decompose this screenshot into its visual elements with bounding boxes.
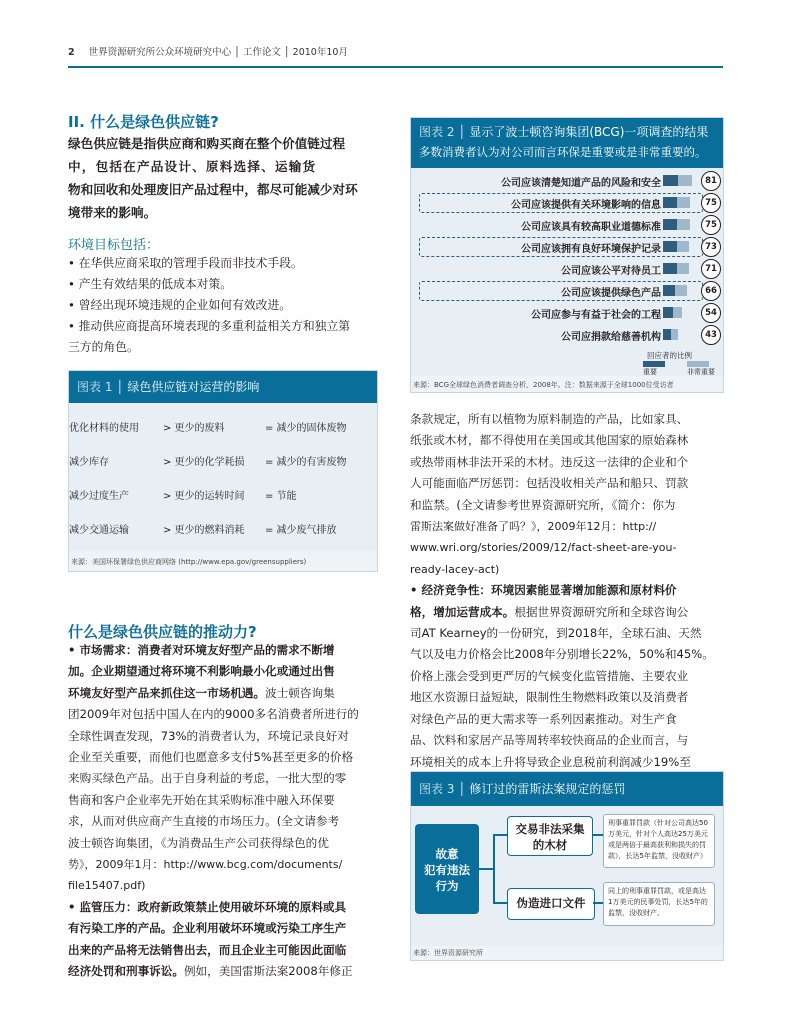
body-text: 环境相关的成本上升将导致企业息税前利润减少19%至 [410,754,691,769]
text-line [68,875,359,896]
impact-result: = 减少的有害废物 [265,457,347,468]
text-line [410,430,714,451]
text-line [68,854,359,875]
bar-category-label: 公司应该具有较高职业道德标准 [521,222,661,233]
body-text: 人可能面临严厉惩罚：包括没收相关产品和船只、罚款 [410,476,689,491]
bar-total-label: 66 [701,281,721,301]
box-line: 故意 [435,847,459,861]
figure-1-body [69,403,377,551]
bar-important [663,241,677,252]
impact-result: = 减少废气排放 [265,525,337,536]
impact-effect: > 更少的运转时间 [163,491,245,502]
text-line [410,473,714,494]
bar-very-important [673,307,682,318]
figure-2 [410,117,724,393]
box-line: 交易非法采集 [515,822,585,836]
body-text: ready-lacey-act) [410,562,500,576]
running-header [68,44,348,58]
felony-penalty-box: 刑事重罪罚款（针对公司高达50万美元，针对个人高达25万美元或是两倍于最高获利和损失的罚款），长达5年监禁，没收财产） [603,814,715,868]
impact-row [69,521,375,541]
bar-very-important [677,241,690,252]
impact-practice: 减少过度生产 [69,491,129,502]
figure-title: 绿色供应链对运营的影响 [127,380,260,394]
bar-category-label: 公司应该清楚知道产品的风险和安全 [501,178,661,189]
bar-very-important [677,197,690,208]
bar-very-important [678,175,692,186]
intro-line: 境带来的影响。 [68,205,157,220]
bold-text: • 经济竞争性：环境因素能显著增加能源和原材料价 [410,583,677,598]
page-number: 2 [68,47,75,58]
intro-line: 中，包括在产品设计、原料选择、运输货 [68,159,317,174]
bar-important [663,263,677,274]
drivers-title: 什么是绿色供应链的推动力? [68,623,257,641]
goals-title: 环境目标包括： [68,238,160,253]
bar-very-important [671,329,679,340]
body-text: 雷斯法案做好准备了吗？》，2009年12月：http:// [410,520,657,534]
bar-important [663,175,678,186]
intro-line: 绿色供应链是指供应商和购买商在整个价值链过程 [68,136,346,151]
bold-text: 加。企业期望通过将环境不利影响最小化或通过出售 [68,664,335,679]
text-line [410,537,714,558]
text-line [410,452,714,473]
text-line [410,623,714,644]
impact-practice: 优化材料的使用 [69,423,139,434]
goal-item: • 在华供应商采取的管理手段而非技术手段。 [68,256,303,270]
text-line [410,687,714,708]
bold-text: • 市场需求：消费者对环境友好型产品的需求不断增 [68,643,335,657]
impact-row [69,487,375,507]
impact-practice: 减少交通运输 [69,525,129,536]
bold-text: 经济处罚和刑事诉讼。 [68,964,184,979]
body-text: 司AT Kearney的一份研究，到2018年，全球石油、天然 [410,626,702,641]
connector [593,902,603,904]
connector [493,834,507,836]
impact-practice: 减少库存 [69,457,109,468]
box-line: 行为 [435,879,459,893]
body-text: 纸张或木材，都不得使用在美国或其他国家的原始森林 [410,433,689,448]
impact-row [69,453,375,473]
text-line [410,409,714,430]
bold-text: 出来的产品将无法销售出去，而且企业主可能因此面临 [68,942,347,957]
bar-category-label: 公司应该提供绿色产品 [561,288,661,299]
text-line [68,768,359,789]
body-text: 气以及电力价格会比2008年分别增长22%，50%和45%。 [410,647,714,662]
civil-penalty-box: 同上的刑事重罪罚款，或是高达1万美元的民事处罚，长达5年的监禁，没收财产。 [603,882,715,926]
bar-very-important [677,219,690,230]
bar-category-label: 公司应该提供有关环境影响的信息 [511,200,661,211]
body-text: 波士顿咨询集团，《为消费品生产公司获得绿色的优 [68,835,329,850]
figure-subtitle: 多数消费者认为对公司而言环保是重要或是非常重要的。 [419,145,707,159]
connector [479,868,493,870]
text-line [410,602,714,623]
text-line [410,644,714,665]
illegal-timber-box [507,816,593,856]
section-title: II. 什么是绿色供应链? [68,113,219,131]
bar-total-label: 75 [701,193,721,213]
connector [493,902,507,904]
goal-item: • 曾经出现环境违规的企业如何有效改进。 [68,298,292,312]
figure-title: 显示了波士顿咨询集团(BCG)一项调查的结果 [469,125,709,139]
bar-important [663,329,671,340]
figure-3-body [411,806,723,946]
body-text: 团2009年对包括中国人在内的9000多名消费者所进行的 [68,707,359,722]
bar-chart [411,168,723,376]
bar-total-label: 75 [701,215,721,235]
impact-row [69,419,375,439]
text-line [410,495,714,516]
impact-effect: > 更少的废料 [163,423,225,434]
bar-very-important [675,285,687,296]
text-line [68,726,359,747]
text-line [410,752,714,773]
bar-category-label: 公司应参与有益于社会的工程 [531,310,661,321]
impact-result: = 减少的固体废物 [265,423,347,434]
figure-label: 图表 3 │ [419,782,466,796]
figure-label: 图表 1 │ [77,380,124,394]
impact-effect: > 更少的燃料消耗 [163,525,245,536]
body-text: 全球性调查发现，73%的消费者认为，环境记录良好对 [68,728,349,743]
box-line: 的木材 [532,838,568,852]
body-text: www.wri.org/stories/2009/12/fact-sheet-are-you- [410,541,677,555]
text-line [68,811,359,832]
bar-total-label: 54 [701,303,721,323]
text-line [68,683,359,704]
false-docs-box: 伪造进口文件 [507,888,595,920]
impact-effect: > 更少的化学耗损 [163,457,245,468]
bold-text: • 监管压力：政府新政策禁止使用破坏环境的原料或具 [68,899,347,914]
text-line [68,747,359,768]
text-line [68,790,359,811]
connector [493,834,495,904]
drivers-text [68,640,359,983]
box-line: 犯有违法 [424,863,470,877]
body-text: 对绿色产品的更大需求等一系列因素推动。对生产食 [410,711,677,726]
bar-category-label: 公司应捐款给慈善机构 [561,332,661,343]
figure-source: 来源：美国环保署绿色供应商网络 (http://www.epa.gov/greensuppliers) [71,558,307,566]
body-text: 来购买绿色产品。出于自身利益的考虑，一批大型的零 [68,771,347,786]
figure-label: 图表 2 │ [419,125,466,139]
bar-important [663,307,673,318]
figure-title: 修订过的雷斯法案规定的惩罚 [469,782,626,796]
bar-total-label: 73 [701,237,721,257]
body-text: 势》，2009年1月：http://www.bcg.com/documents/ [68,858,343,872]
text-line [68,918,359,939]
legend-important-label: 重要 [643,368,657,376]
figure-3 [410,771,724,961]
connector [593,834,603,836]
header-rule [68,66,723,68]
text-line [410,730,714,751]
axis-label: 回应者的比例 [647,351,692,360]
body-text: 波士顿咨询集 [265,685,335,700]
text-line [68,940,359,961]
body-text: 售商和客户企业率先开始在其采购标准中融入环保要 [68,792,335,807]
body-text: 品、饮料和家居产品等周转率较快商品的企业而言，与 [410,733,689,748]
text-line [410,709,714,730]
impact-result: = 节能 [265,491,297,502]
intro-line: 物和回收和处理废旧产品过程中，都尽可能减少对环 [68,182,358,197]
header-text: 世界资源研究所公众环境研究中心 │ 工作论文 │ 2010年10月 [88,47,348,58]
body-text: 条款规定，所有以植物为原料制造的产品，比如家具、 [410,412,689,426]
text-line [68,704,359,725]
figure-source: 来源：世界资源研究所 [413,949,483,957]
text-line [68,640,359,661]
bar-important [663,197,677,208]
goals-list [68,253,350,358]
bar-total-label: 71 [701,259,721,279]
goal-item: • 推动供应商提高环境表现的多重利益相关方和独立第 [68,319,351,333]
intentional-violation-box [415,824,479,914]
body-text: 企业至关重要，而他们也愿意多支付5%甚至更多的价格 [68,750,354,765]
text-line [410,559,714,580]
section-intro [68,132,388,224]
right-column-text [410,409,714,773]
text-line [410,666,714,687]
goal-item: • 产生有效结果的低成本对策。 [68,277,233,291]
body-text: 求，从而对供应商产生直接的市场压力。(全文请参考 [68,814,340,829]
figure-2-header [411,118,723,168]
bar-important [663,285,675,296]
figure-3-header [411,772,723,806]
figure-1-header [69,371,377,403]
bar-important [663,219,677,230]
body-text: 和监禁。(全文请参考世界资源研究所，《简介：你为 [410,497,676,512]
body-text: 根据世界资源研究所和全球咨询公 [514,604,689,619]
goal-item: 三方的角色。 [68,340,139,354]
body-text: 价格上涨会受到更严厉的气候变化监管措施、主要农业 [410,668,689,683]
bar-total-label: 81 [701,171,721,191]
body-text: 地区水资源日益短缺，限制性生物燃料政策以及消费者 [410,690,689,705]
bar-total-label: 43 [701,325,721,345]
figure-source: 来源：BCG全球绿色消费者调查分析，2008年。注：数据来源于全球1000位受访者 [413,381,674,389]
legend-very-important-label: 非常重要 [687,368,715,376]
body-text: file15407.pdf) [68,879,146,893]
text-line [68,833,359,854]
body-text: 例如，美国雷斯法案2008年修正 [183,964,353,979]
bar-category-label: 公司应该拥有良好环境保护记录 [521,244,661,255]
bold-text: 有污染工序的产品。企业利用破坏环境或污染工序生产 [68,921,347,936]
text-line [410,580,714,601]
bold-text: 环境友好型产品来抓住这一市场机遇。 [68,685,266,700]
text-line [68,897,359,918]
bar-very-important [677,263,689,274]
text-line [410,516,714,537]
bar-category-label: 公司应该公平对待员工 [561,266,661,277]
text-line [68,661,359,682]
text-line [68,961,359,982]
figure-1 [68,370,378,572]
bold-text: 格，增加运营成本。 [410,604,515,619]
body-text: 或热带雨林非法开采的木材。违反这一法律的企业和个 [410,454,689,469]
